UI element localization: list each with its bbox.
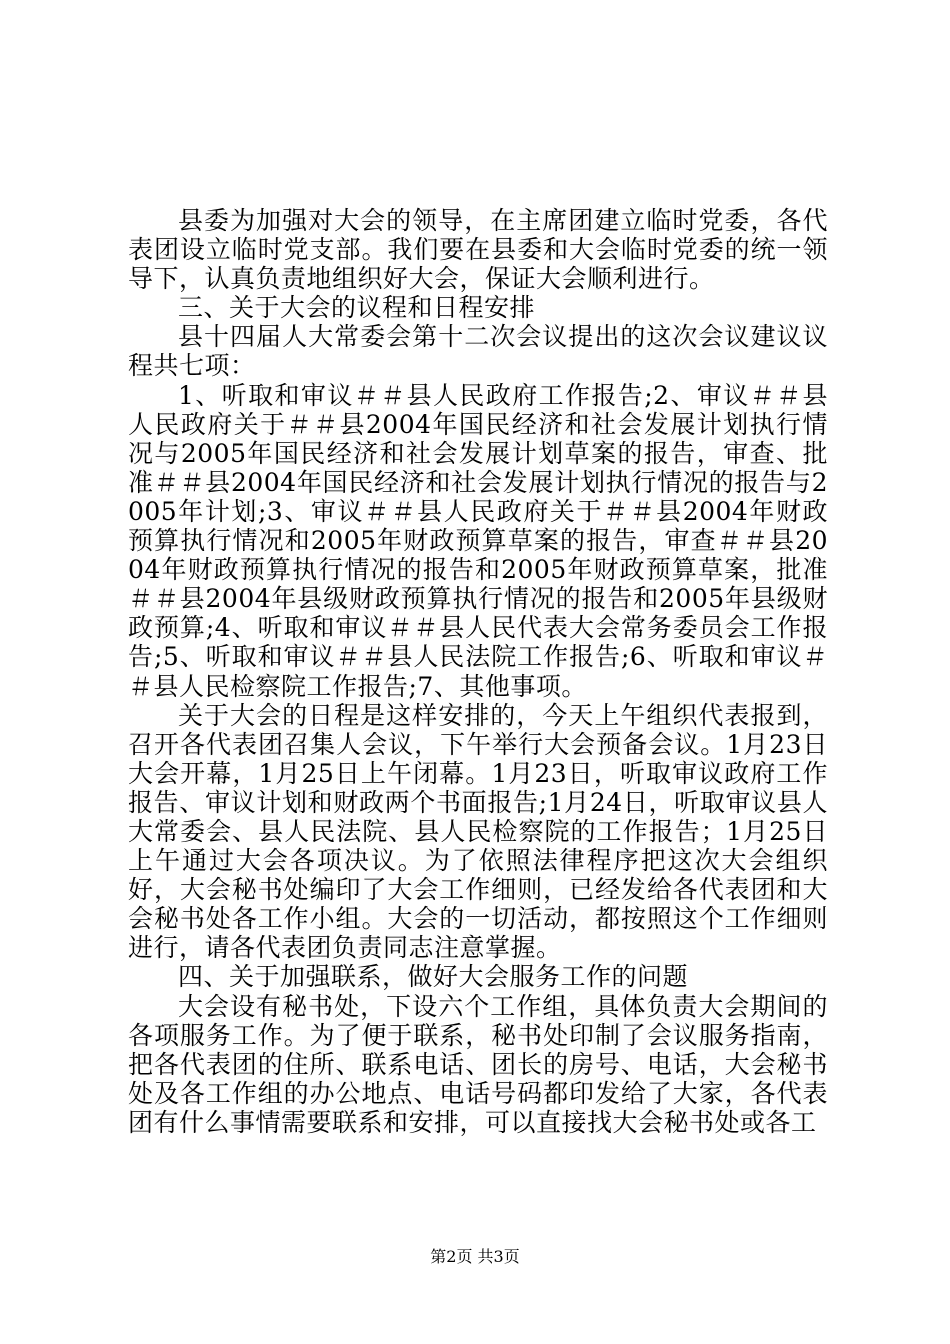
paragraph-schedule: 关于大会的日程是这样安排的，今天上午组织代表报到，召开各代表团召集人会议，下午举行大会预备会议。1月23日大会开幕，1月25日上午闭幕。1月23日，听取审议政府工作报告、审议计划和财政两个书面报告;1月24日，听取审议县人大常委会、县人民法院、县人民检察院的工作报告；1月25日上午通过大会各项决议。为了依照法律程序把这次大会组织好，大会秘书处编印了大会工作细则，已经发给各代表团和大会秘书处各工作小组。大会的一切活动，都按照这个工作细则进行，请各代表团负责同志注意掌握。 — [128, 700, 828, 963]
page-number-label: 第2页 共3页 — [430, 1247, 520, 1266]
paragraph-agenda-items: 1、听取和审议＃＃县人民政府工作报告;2、审议＃＃县人民政府关于＃＃县2004年国民经济和社会发展计划执行情况与2005年国民经济和社会发展计划草案的报告，审查、批准＃＃县2004年国民经济和社会发展计划执行情况的报告与2005年计划;3、审议＃＃县人民政府关于＃＃县2004年财政预算执行情况和2005年财政预算草案的报告，审查＃＃县2004年财政预算执行情况的报告和2005年财政预算草案，批准＃＃县2004年县级财政预算执行情况的报告和2005年县级财政预算;4、听取和审议＃＃县人民代表大会常务委员会工作报告;5、听取和审议＃＃县人民法院工作报告;6、听取和审议＃＃县人民检察院工作报告;7、其他事项。 — [128, 380, 828, 701]
page-footer — [0, 1244, 950, 1267]
document-body — [128, 206, 828, 1137]
paragraph-party-committee: 县委为加强对大会的领导，在主席团建立临时党委，各代表团设立临时党支部。我们要在县委和大会临时党委的统一领导下，认真负责地组织好大会，保证大会顺利进行。 — [128, 206, 828, 294]
paragraph-secretariat: 大会设有秘书处，下设六个工作组，具体负责大会期间的各项服务工作。为了便于联系，秘书处印制了会议服务指南，把各代表团的住所、联系电话、团长的房号、电话，大会秘书处及各工作组的办公地点、电话号码都印发给了大家，各代表团有什么事情需要联系和安排，可以直接找大会秘书处或各工 — [128, 991, 828, 1137]
paragraph-agenda-intro: 县十四届人大常委会第十二次会议提出的这次会议建议议程共七项： — [128, 322, 828, 381]
section-heading-agenda: 三、关于大会的议程和日程安排 — [178, 293, 536, 323]
section-heading-service: 四、关于加强联系，做好大会服务工作的问题 — [178, 962, 689, 992]
